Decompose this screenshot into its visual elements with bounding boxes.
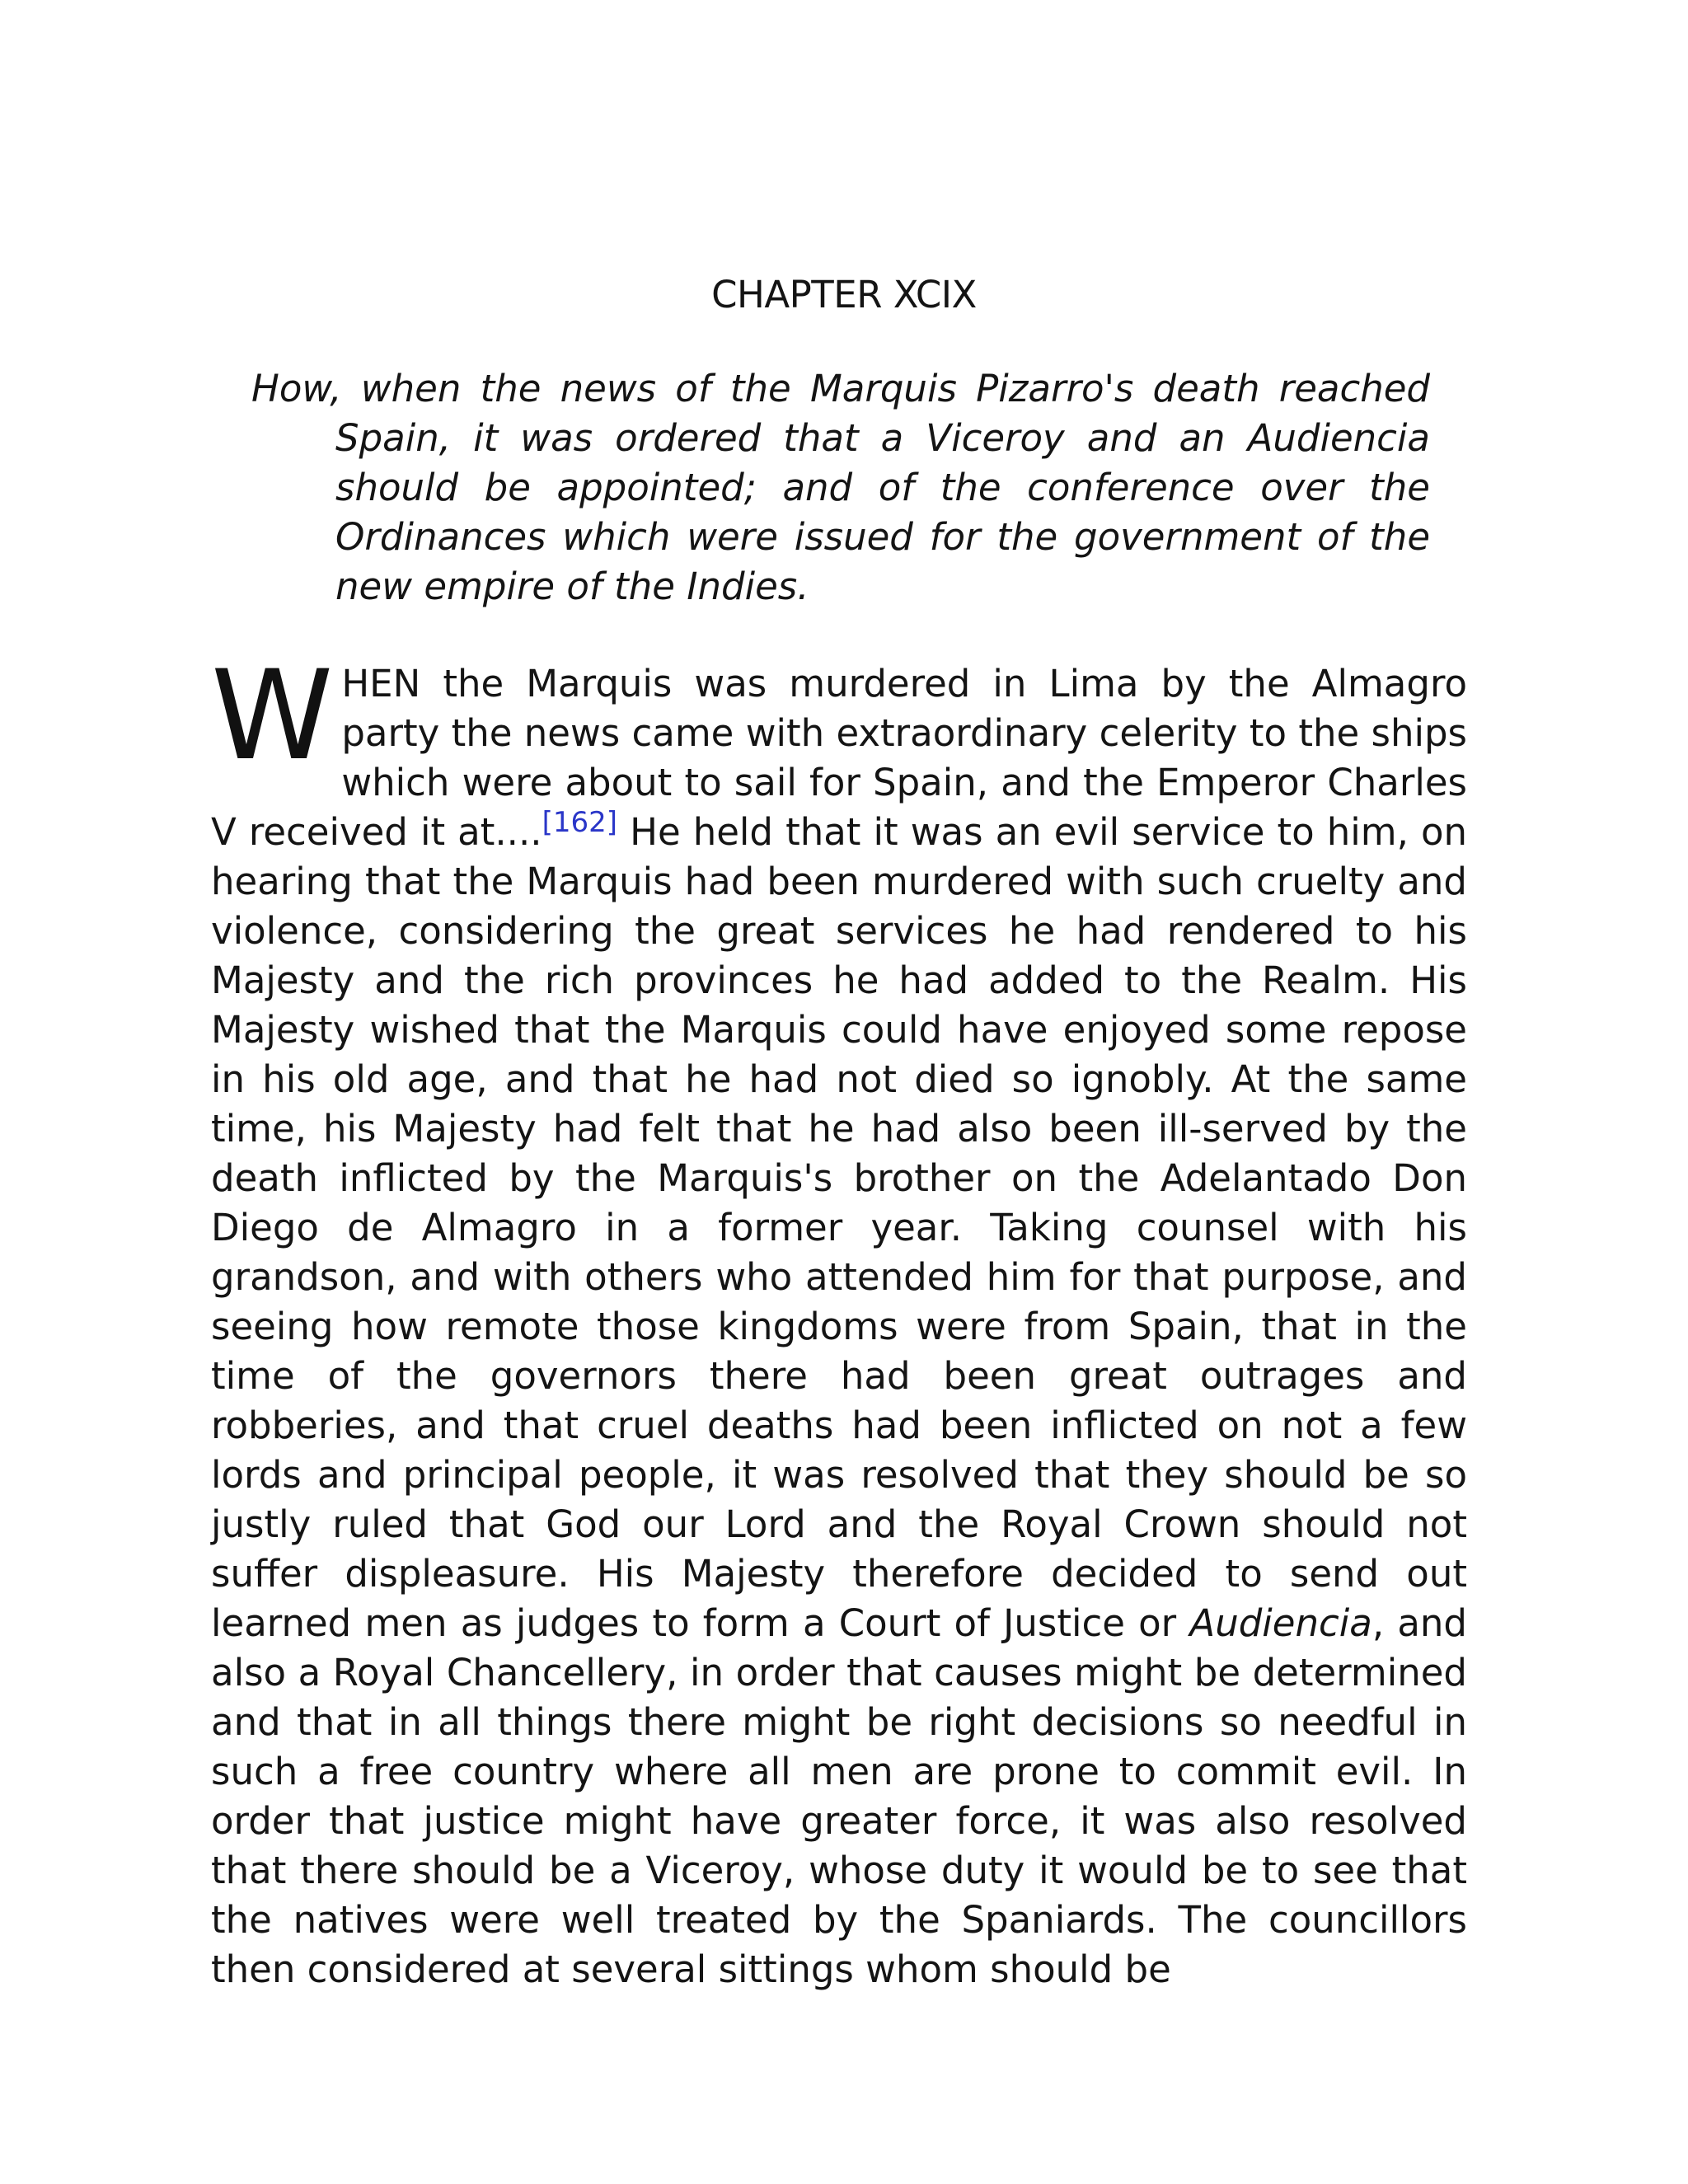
paragraph-text-3: , and also a Royal Chancellery, in order that causes might be determined and that in all things there might be right decisions so needful in such a free country where all men are prone to commit evil. In order that justice might have greater force, it was also resolved that there should be a Viceroy, whose duty it would be to see that the natives were well treated by the Spaniards. The councillors then considered at several sittings whom should be xyxy=(211,1601,1467,1991)
summary-line: should be appointed; and of the conference over the xyxy=(335,466,1430,509)
summary-line: How, when the news of the Marquis Pizarro's death reached xyxy=(251,367,1430,410)
paragraph-text-1: HEN the Marquis was murdered in Lima by the Almagro party the news came with extraordinary celerity to the ships which were about to sail for Spain, and the Emperor Charles V received it at.... xyxy=(211,662,1467,854)
italic-term: Audiencia xyxy=(1189,1601,1372,1645)
chapter-heading: CHAPTER XCIX xyxy=(711,273,977,316)
summary-line: Spain, it was ordered that a Viceroy and an Audiencia xyxy=(335,416,1430,460)
body-paragraph xyxy=(211,644,1468,1994)
summary-line: new empire of the Indies. xyxy=(335,565,809,608)
chapter-summary xyxy=(251,364,1430,612)
drop-cap: W xyxy=(211,644,334,788)
paragraph-text-2: He held that it was an evil service to him, on hearing that the Marquis had been murdered with such cruelty and violence, considering the great services he had rendered to his Majesty and the rich provinces he had added to the Realm. His Majesty wished that the Marquis could have enjoyed some repose in his old age, and that he had not died so ignobly. At the same time, his Majesty had felt that he had also been ill-served by the death inflicted by the Marquis's brother on the Adelantado Don Diego de Almagro in a former year. Taking counsel with his grandson, and with others who attended him for that purpose, and seeing how remote those kingdoms were from Spain, that in the time of the governors there had been great outrages and robberies, and that cruel deaths had been inflicted on not a few lords and principal people, it was resolved that they should be so justly ruled that God our Lord and the Royal Crown should not suffer displeasure. His Majesty therefore decided to send out learned men as judges to form a Court of Justice or xyxy=(211,810,1468,1645)
footnote-link[interactable]: [162] xyxy=(542,806,618,839)
summary-line: Ordinances which were issued for the government of the xyxy=(335,515,1430,559)
